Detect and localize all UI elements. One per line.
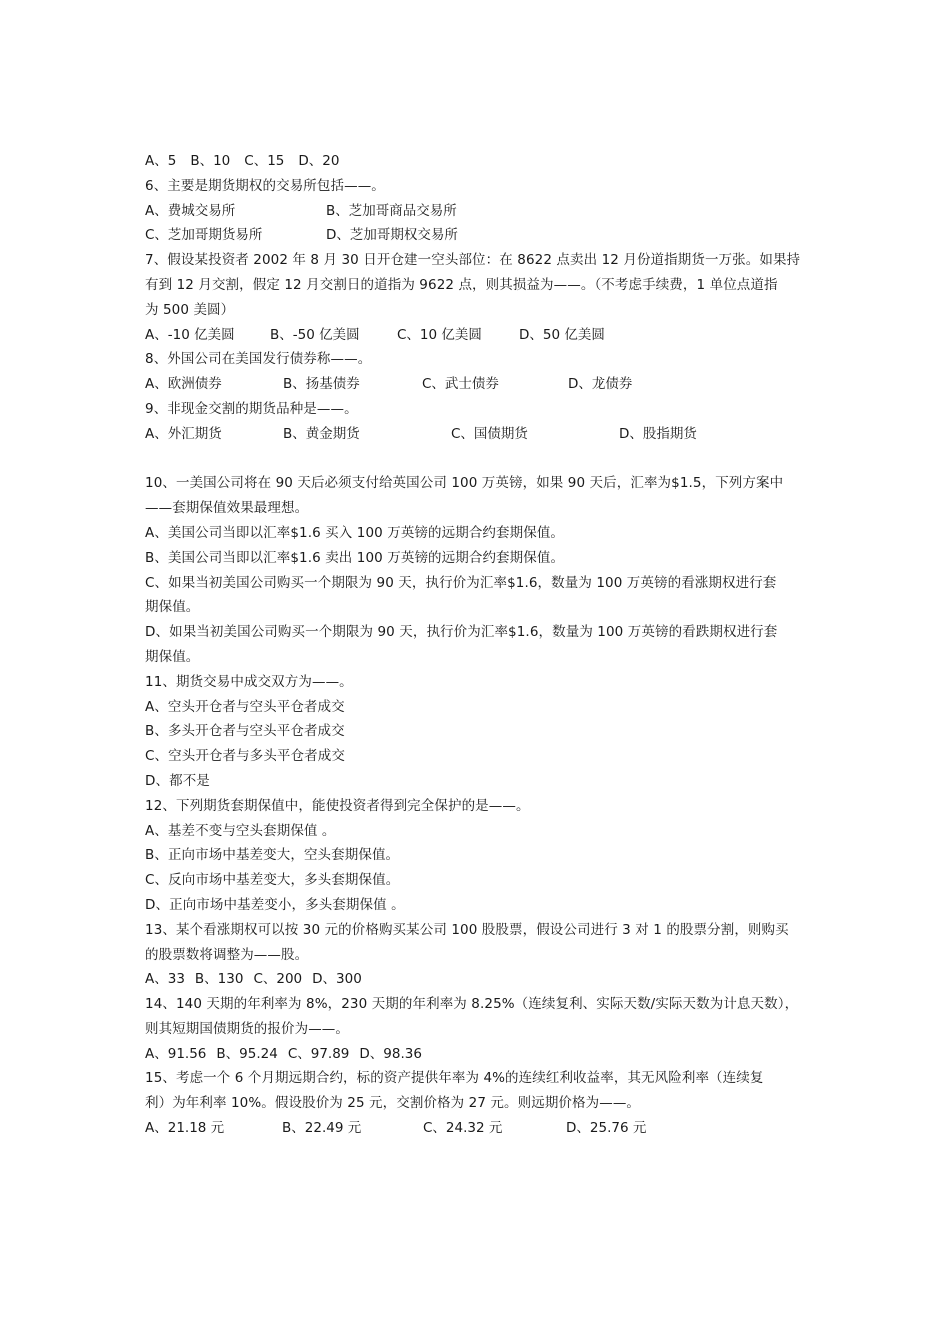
q7-option-d: D、50 亿美圆 <box>519 326 605 343</box>
q10-option-d-line-2: 期保值。 <box>145 648 200 665</box>
q6-option-c: C、芝加哥期货易所 <box>145 227 263 244</box>
q6-option-b: B、芝加哥商品交易所 <box>326 202 457 219</box>
q11-stem: 11、期货交易中成交双方为——。 <box>145 673 353 690</box>
q15-option-a: A、21.18 元 <box>145 1120 225 1137</box>
q13-option-b: B、130 <box>194 971 244 988</box>
q12-option-c: C、反向市场中基差变大，多头套期保值。 <box>145 872 400 889</box>
q5-options <box>145 149 817 174</box>
q15-option-b: B、22.49 元 <box>282 1120 362 1137</box>
q10-option-d-line-1: D、如果当初美国公司购买一个期限为 90 天，执行价为汇率$1.6，数量为 100 万英镑的看跌期权进行套 <box>145 624 778 641</box>
q11-option-c: C、空头开仓者与多头平仓者成交 <box>145 748 345 765</box>
question-list <box>145 149 817 1141</box>
q7-stem-line-2: 有到 12 月交割，假定 12 月交割日的道指为 9622 点，则其损益为——。（不考虑手续费，1 单位点道指 <box>145 276 778 293</box>
q7-option-b: B、-50 亿美圆 <box>270 326 360 343</box>
q9-option-b: B、黄金期货 <box>283 425 360 442</box>
q13-option-c: C、200 <box>253 971 303 988</box>
q15-stem-line-2: 利）为年利率 10%。假设股价为 25 元，交割价格为 27 元。则远期价格为——。 <box>145 1095 641 1112</box>
q8-stem: 8、外国公司在美国发行债券称——。 <box>145 351 372 368</box>
q5-option-c: C、15 <box>244 153 285 169</box>
q12-stem: 12、下列期货套期保值中，能使投资者得到完全保护的是——。 <box>145 797 530 814</box>
q12-option-b: B、正向市场中基差变大，空头套期保值。 <box>145 847 400 864</box>
q10-option-c-line-1: C、如果当初美国公司购买一个期限为 90 天，执行价为汇率$1.6，数量为 100 万英镑的看涨期权进行套 <box>145 574 777 591</box>
q8-option-a: A、欧洲债券 <box>145 376 222 393</box>
q10-option-a: A、美国公司当即以汇率$1.6 买入 100 万英镑的远期合约套期保值。 <box>145 524 565 541</box>
q15-options <box>145 1116 817 1141</box>
q7-options <box>145 323 817 348</box>
q13-stem-line-2: 的股票数将调整为——股。 <box>145 946 309 963</box>
q7-option-a: A、-10 亿美圆 <box>145 326 235 343</box>
q7-option-c: C、10 亿美圆 <box>397 326 482 343</box>
q10-option-c-line-2: 期保值。 <box>145 599 200 616</box>
q15-option-d: D、25.76 元 <box>566 1120 647 1137</box>
q7-stem-line-1: 7、假设某投资者 2002 年 8 月 30 日开仓建一空头部位：在 8622 点卖出 12 月份道指期货一万张。如果持 <box>145 252 801 269</box>
q9-stem: 9、非现金交割的期货品种是——。 <box>145 400 358 417</box>
q15-stem-line-1: 15、考虑一个 6 个月期远期合约，标的资产提供年率为 4%的连续红利收益率，其无风险利率（连续复 <box>145 1070 764 1087</box>
q13-option-a: A、33 <box>145 971 185 988</box>
q5-option-b: B、10 <box>190 153 231 169</box>
q13-stem-line-1: 13、某个看涨期权可以按 30 元的价格购买某公司 100 股股票，假设公司进行 3 对 1 的股票分割，则购买 <box>145 921 789 938</box>
q9-option-a: A、外汇期货 <box>145 425 222 442</box>
q12-option-a: A、基差不变与空头套期保值 。 <box>145 822 336 839</box>
q14-option-d: D、98.36 <box>359 1045 422 1062</box>
q11-option-d: D、都不是 <box>145 772 210 789</box>
q14-option-c: C、97.89 <box>287 1045 350 1062</box>
blank-line <box>145 447 817 472</box>
q7-stem-line-3: 为 500 美圆） <box>145 301 235 318</box>
q8-option-d: D、龙债券 <box>568 376 633 393</box>
q11-option-b: B、多头开仓者与空头平仓者成交 <box>145 723 345 740</box>
q6-stem: 6、主要是期货期权的交易所包括——。 <box>145 177 385 194</box>
q15-option-c: C、24.32 元 <box>423 1120 503 1137</box>
q6-option-d: D、芝加哥期权交易所 <box>326 227 458 244</box>
q14-option-a: A、91.56 <box>145 1045 207 1062</box>
q10-stem-line-2: ——套期保值效果最理想。 <box>145 500 309 517</box>
q14-options <box>145 1042 817 1067</box>
q6-option-a: A、费城交易所 <box>145 202 236 219</box>
q9-option-c: C、国债期货 <box>451 425 528 442</box>
q5-option-a: A、5 <box>145 153 177 169</box>
q6-options-row-2 <box>145 223 817 248</box>
q14-stem-line-1: 14、140 天期的年利率为 8%，230 天期的年利率为 8.25%（连续复利、实际天数/实际天数为计息天数）， <box>145 996 799 1013</box>
q13-option-d: D、300 <box>312 971 362 988</box>
q10-option-b: B、美国公司当即以汇率$1.6 卖出 100 万英镑的远期合约套期保值。 <box>145 549 565 566</box>
q13-options <box>145 967 817 992</box>
q10-stem-line-1: 10、一美国公司将在 90 天后必须支付给英国公司 100 万英镑，如果 90 天后，汇率为$1.5，下列方案中 <box>145 475 784 492</box>
q8-options <box>145 372 817 397</box>
q9-options <box>145 422 817 447</box>
q5-option-d: D、20 <box>298 153 340 169</box>
q12-option-d: D、正向市场中基差变小，多头套期保值 。 <box>145 896 405 913</box>
q9-option-d: D、股指期货 <box>619 425 697 442</box>
q8-option-c: C、武士债券 <box>422 376 499 393</box>
q8-option-b: B、扬基债券 <box>283 376 360 393</box>
q11-option-a: A、空头开仓者与空头平仓者成交 <box>145 698 345 715</box>
q14-stem-line-2: 则其短期国债期货的报价为——。 <box>145 1020 349 1037</box>
q14-option-b: B、95.24 <box>216 1045 278 1062</box>
q6-options-row-1 <box>145 199 817 224</box>
